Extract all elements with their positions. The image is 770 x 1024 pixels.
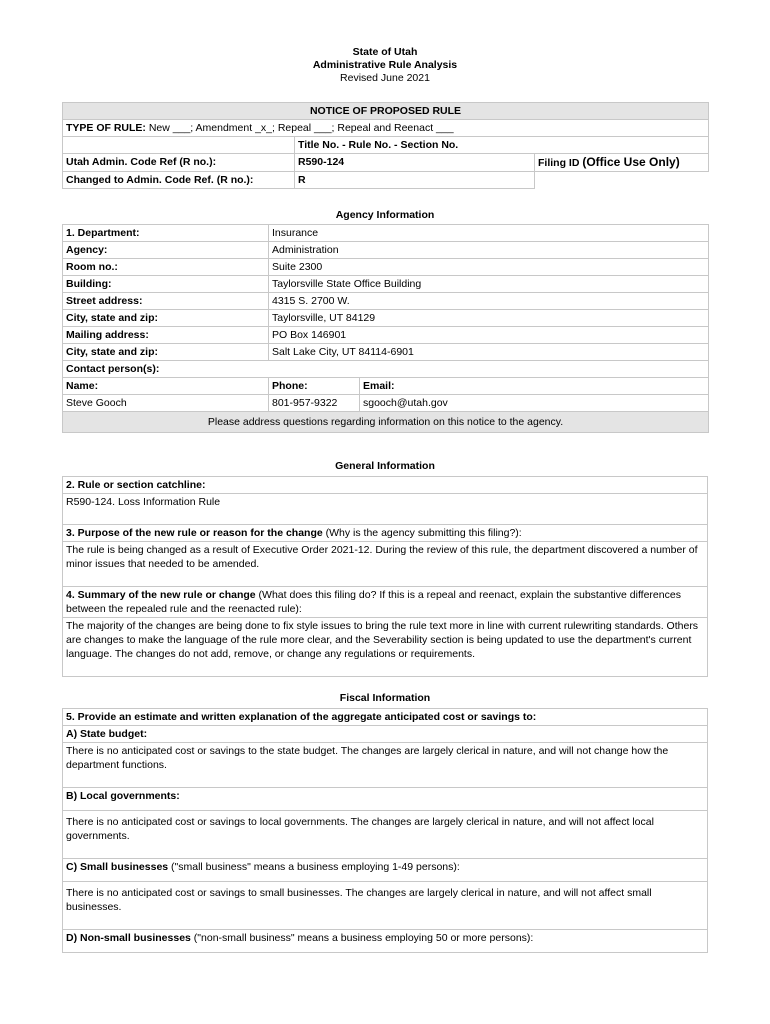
header-revised: Revised June 2021 (340, 72, 430, 84)
q2-label: 2. Rule or section catchline: (63, 477, 708, 494)
agency-label: Agency: (63, 242, 269, 259)
filing-id-note: (Office Use Only) (582, 155, 680, 169)
document-header (0, 46, 770, 85)
q4-label (63, 587, 708, 618)
type-of-rule-value: New ___; Amendment _x_; Repeal ___; Repeal and Reenact ___ (148, 122, 454, 134)
agency-value: Administration (269, 242, 709, 259)
contact-name: Steve Gooch (63, 395, 269, 412)
notice-title: NOTICE OF PROPOSED RULE (63, 103, 709, 120)
agency-note: Please address questions regarding information on this notice to the agency. (63, 412, 709, 433)
non-small-business-label-normal: ("non-small business" means a business employing 50 or more persons): (190, 932, 534, 944)
notice-table (62, 102, 709, 189)
q4-label-bold: 4. Summary of the new rule or change (66, 589, 256, 601)
fiscal-section-title: Fiscal Information (339, 692, 431, 704)
local-gov-answer: There is no anticipated cost or savings to local governments. The changes are largely clerical in nature, and will not affect local governments. (63, 811, 708, 859)
title-no-header: Title No. - Rule No. - Section No. (295, 137, 709, 154)
filing-id (535, 154, 709, 172)
small-business-label-normal: ("small business" means a business employing 1-49 persons): (168, 861, 460, 873)
blank-cell (535, 172, 709, 189)
name-header: Name: (63, 378, 269, 395)
contact-label: Contact person(s): (63, 361, 709, 378)
q4-answer: The majority of the changes are being done to fix style issues to bring the rule text more in line with current rulewriting standards. Others are changes to make the language of the rule more clear, and the Severability section is being updated to use the department's current language. The changes do not add, remove, or change any regulations or requirements. (63, 618, 708, 677)
mailing-city-label: City, state and zip: (63, 344, 269, 361)
type-of-rule (63, 120, 709, 137)
department-value: Insurance (269, 225, 709, 242)
code-ref-label: Utah Admin. Code Ref (R no.): (63, 154, 295, 172)
changed-ref-value: R (295, 172, 535, 189)
mailing-city-value: Salt Lake City, UT 84114-6901 (269, 344, 709, 361)
state-budget-label: A) State budget: (63, 726, 708, 743)
small-business-label (63, 859, 708, 882)
q4-label-normal: (What does this filing do? If this is a repeal and reenact, explain the substantive differences between the repealed rule and the reenacted rule): (66, 589, 681, 615)
phone-header: Phone: (269, 378, 360, 395)
mailing-label: Mailing address: (63, 327, 269, 344)
agency-table (62, 224, 709, 433)
header-state: State of Utah (352, 46, 418, 58)
q2-answer: R590-124. Loss Information Rule (63, 494, 708, 525)
q3-label-bold: 3. Purpose of the new rule or reason for the change (66, 527, 323, 539)
state-budget-answer: There is no anticipated cost or savings to the state budget. The changes are largely clerical in nature, and will not change how the department functions. (63, 743, 708, 788)
city-value: Taylorsville, UT 84129 (269, 310, 709, 327)
small-business-label-bold: C) Small businesses (66, 861, 169, 873)
email-header: Email: (360, 378, 709, 395)
mailing-value: PO Box 146901 (269, 327, 709, 344)
street-label: Street address: (63, 293, 269, 310)
type-of-rule-label: TYPE OF RULE: (66, 122, 146, 134)
general-section-title: General Information (335, 460, 435, 472)
contact-phone: 801-957-9322 (269, 395, 360, 412)
filing-id-label: Filing ID (538, 157, 580, 169)
city-label: City, state and zip: (63, 310, 269, 327)
q3-label-normal: (Why is the agency submitting this filing?): (322, 527, 522, 539)
room-value: Suite 2300 (269, 259, 709, 276)
header-title: Administrative Rule Analysis (312, 59, 458, 71)
contact-email: sgooch@utah.gov (360, 395, 709, 412)
code-ref-value: R590-124 (295, 154, 535, 172)
building-label: Building: (63, 276, 269, 293)
q5-label: 5. Provide an estimate and written explanation of the aggregate anticipated cost or savings to: (63, 709, 708, 726)
non-small-business-label-bold: D) Non-small businesses (66, 932, 191, 944)
fiscal-table (62, 708, 708, 953)
room-label: Room no.: (63, 259, 269, 276)
blank-cell (63, 137, 295, 154)
small-business-answer: There is no anticipated cost or savings to small businesses. The changes are largely clerical in nature, and will not affect small businesses. (63, 882, 708, 930)
q3-label (63, 525, 708, 542)
building-value: Taylorsville State Office Building (269, 276, 709, 293)
changed-ref-label: Changed to Admin. Code Ref. (R no.): (63, 172, 295, 189)
non-small-business-label (63, 930, 708, 953)
q3-answer: The rule is being changed as a result of Executive Order 2021-12. During the review of this rule, the department discovered a number of minor issues that needed to be amended. (63, 542, 708, 587)
general-table (62, 476, 708, 677)
department-label: 1. Department: (63, 225, 269, 242)
street-value: 4315 S. 2700 W. (269, 293, 709, 310)
local-gov-label: B) Local governments: (63, 788, 708, 811)
agency-section-title: Agency Information (335, 209, 435, 221)
